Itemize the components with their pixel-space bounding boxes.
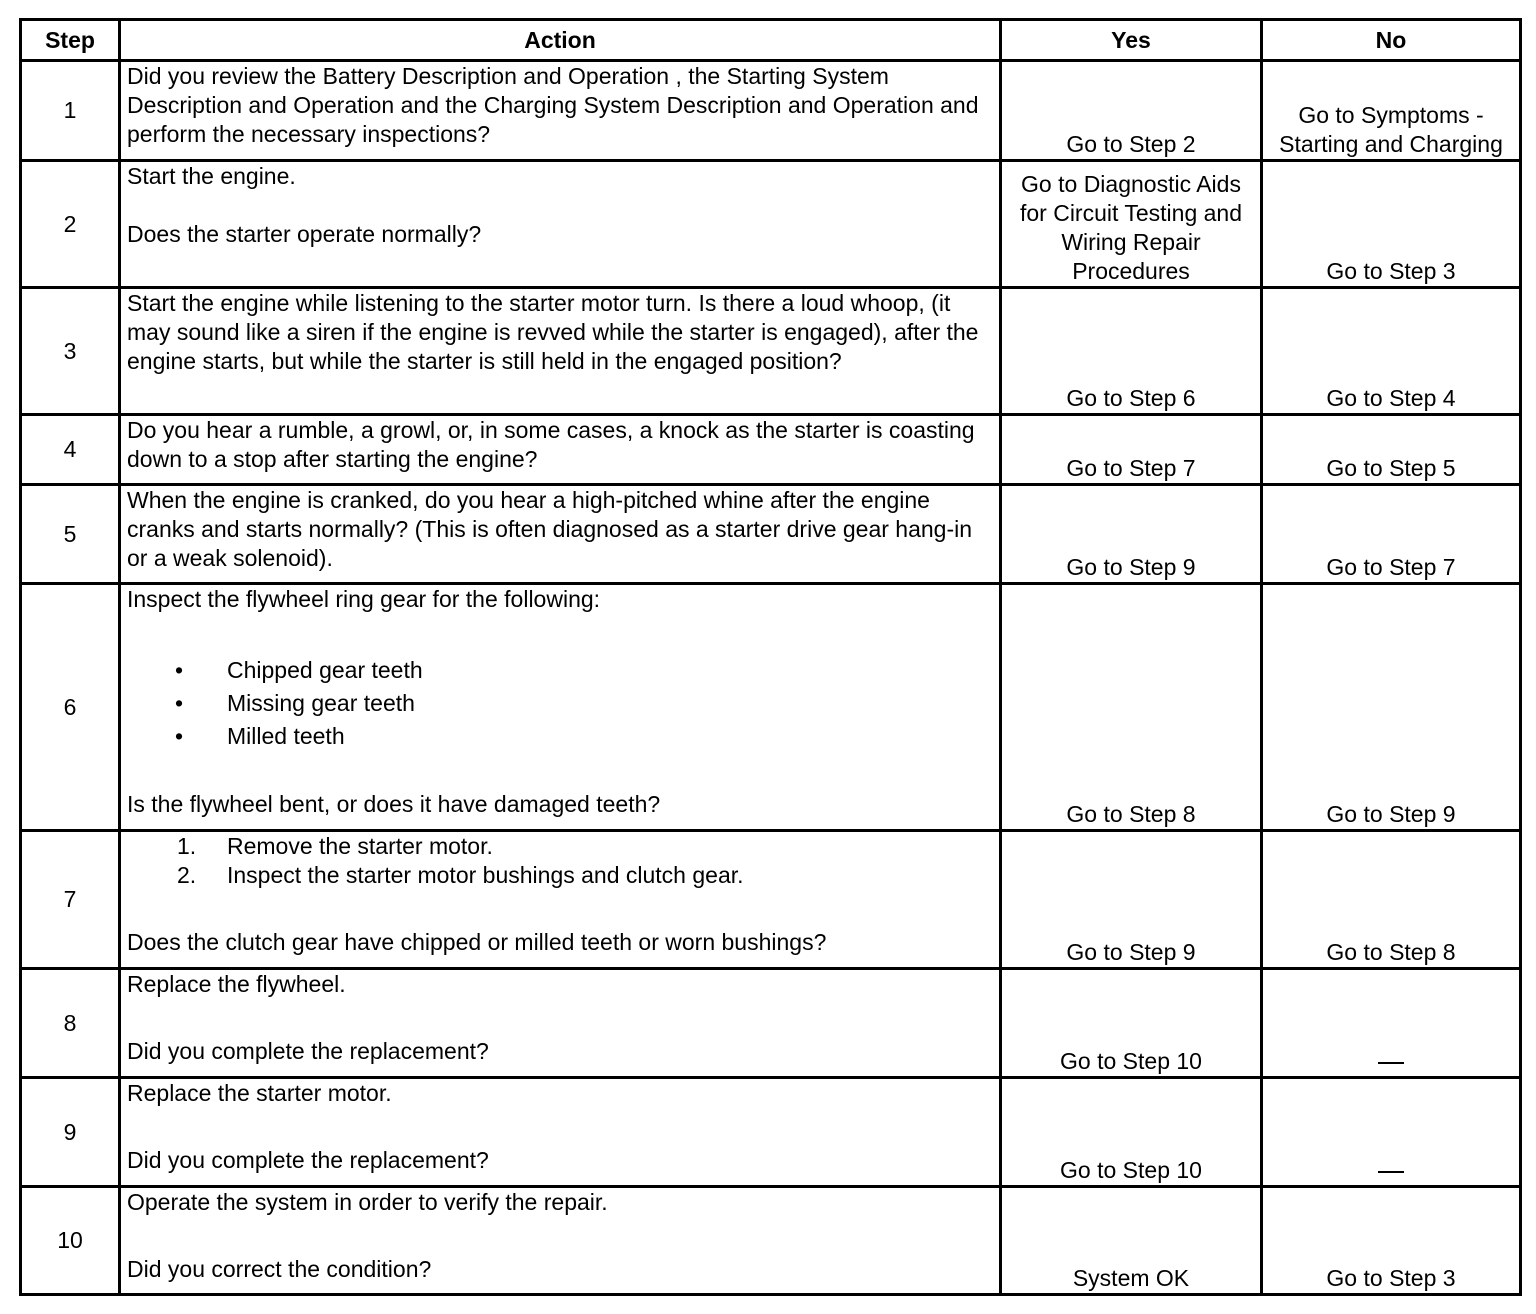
header-yes: Yes (1001, 20, 1262, 61)
action-question: Does the clutch gear have chipped or milled teeth or worn bushings? (127, 929, 827, 955)
yes-result: Go to Step 8 (1001, 584, 1262, 831)
yes-result: Go to Step 10 (1001, 1078, 1262, 1187)
yes-result: Go to Step 6 (1001, 288, 1262, 415)
header-step: Step (21, 20, 120, 61)
action-instruction: Inspect the flywheel ring gear for the following: (127, 586, 601, 612)
no-result (1262, 1078, 1521, 1187)
yes-result: System OK (1001, 1187, 1262, 1295)
diagnostic-table (19, 18, 1522, 1296)
action-question: Did you complete the replacement? (127, 1038, 489, 1064)
yes-result: Go to Step 9 (1001, 831, 1262, 969)
list-number: 2. (177, 862, 197, 888)
bullet-item: • Missing gear teeth (127, 687, 993, 720)
bullet-icon: • (175, 723, 184, 749)
action-instruction: Replace the starter motor. (127, 1080, 392, 1106)
step-number: 5 (21, 485, 120, 584)
action-instruction: Did you review the Battery Description and Operation , the Starting System Description and Operation and the Charging System Description and Operation and perform the necessary inspections? (127, 63, 979, 147)
no-result: Go to Step 7 (1262, 485, 1521, 584)
action-instruction: When the engine is cranked, do you hear a high-pitched whine after the engine cranks and starts normally? (This is often diagnosed as a starter drive gear hang-in or a weak solenoid). (127, 487, 973, 571)
step-number: 8 (21, 969, 120, 1078)
table-row (21, 969, 1521, 1078)
table-row (21, 288, 1521, 415)
action-text (120, 288, 1001, 415)
step-number: 9 (21, 1078, 120, 1187)
table-row (21, 161, 1521, 288)
action-instruction: Start the engine while listening to the starter motor turn. Is there a loud whoop, (it may sound like a siren if the engine is revved while the starter is engaged), after the engine starts, but while the starter is still held in the engaged position? (127, 290, 979, 374)
action-question: Did you correct the condition? (127, 1256, 432, 1282)
no-result: Go to Step 3 (1262, 1187, 1521, 1295)
step-number: 1 (21, 61, 120, 161)
table-row (21, 584, 1521, 831)
action-text (120, 161, 1001, 288)
table-row (21, 1078, 1521, 1187)
no-result: Go to Step 4 (1262, 288, 1521, 415)
step-number: 10 (21, 1187, 120, 1295)
step-number: 3 (21, 288, 120, 415)
yes-result: Go to Diagnostic Aids for Circuit Testing and Wiring Repair Procedures (1001, 161, 1262, 288)
yes-result: Go to Step 10 (1001, 969, 1262, 1078)
action-text (120, 61, 1001, 161)
table-row (21, 415, 1521, 485)
numbered-item: 1. Remove the starter motor. (177, 833, 493, 859)
yes-result: Go to Step 2 (1001, 61, 1262, 161)
step-number: 4 (21, 415, 120, 485)
em-dash (1378, 1171, 1404, 1173)
action-text (120, 831, 1001, 969)
step-number: 7 (21, 831, 120, 969)
list-number: 1. (177, 833, 197, 859)
action-question: Does the starter operate normally? (127, 221, 482, 247)
step-number: 6 (21, 584, 120, 831)
yes-result: Go to Step 9 (1001, 485, 1262, 584)
header-action: Action (120, 20, 1001, 61)
action-instruction: Start the engine. (127, 163, 296, 189)
table-row (21, 485, 1521, 584)
bullet-item: • Chipped gear teeth (127, 654, 993, 687)
action-question: Did you complete the replacement? (127, 1147, 489, 1173)
action-text (120, 415, 1001, 485)
action-instruction: Replace the flywheel. (127, 971, 346, 997)
step-number: 2 (21, 161, 120, 288)
table-row (21, 61, 1521, 161)
yes-result: Go to Step 7 (1001, 415, 1262, 485)
action-text (120, 1078, 1001, 1187)
bullet-icon: • (175, 690, 184, 716)
header-row (21, 20, 1521, 61)
action-question: Is the flywheel bent, or does it have damaged teeth? (127, 791, 661, 817)
em-dash (1378, 1062, 1404, 1064)
table-row (21, 831, 1521, 969)
action-text (120, 485, 1001, 584)
no-result: Go to Step 8 (1262, 831, 1521, 969)
no-result: Go to Step 9 (1262, 584, 1521, 831)
numbered-item: 2. Inspect the starter motor bushings and clutch gear. (177, 862, 744, 888)
action-text (120, 1187, 1001, 1295)
action-instruction: Operate the system in order to verify the repair. (127, 1189, 608, 1215)
bullet-icon: • (175, 657, 184, 683)
no-result (1262, 969, 1521, 1078)
action-text (120, 969, 1001, 1078)
header-no: No (1262, 20, 1521, 61)
no-result: Go to Symptoms - Starting and Charging (1262, 61, 1521, 161)
action-instruction: Do you hear a rumble, a growl, or, in some cases, a knock as the starter is coasting down to a stop after starting the engine? (127, 417, 975, 472)
no-result: Go to Step 5 (1262, 415, 1521, 485)
action-text (120, 584, 1001, 831)
table-row (21, 1187, 1521, 1295)
no-result: Go to Step 3 (1262, 161, 1521, 288)
bullet-item: • Milled teeth (127, 720, 993, 753)
